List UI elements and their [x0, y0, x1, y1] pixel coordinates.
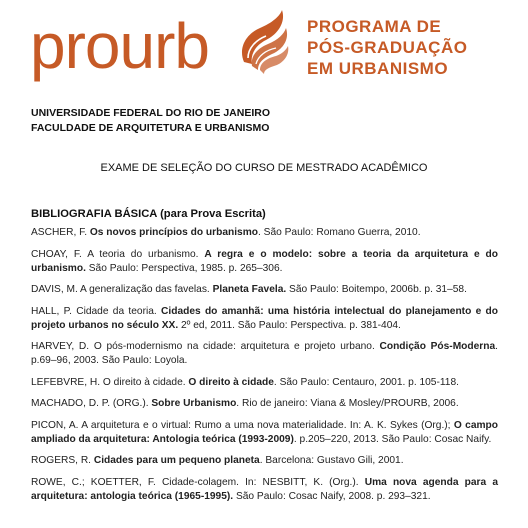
- institution-block: [31, 106, 270, 136]
- program-title: [307, 16, 467, 79]
- program-line-1: PROGRAMA DE: [307, 17, 442, 36]
- reference-item: LEFEBVRE, H. O direito à cidade. O direito à cidade. São Paulo: Centauro, 2001. p. 105-118.: [31, 376, 459, 388]
- prourb-logo-text: prourb: [30, 10, 209, 82]
- header: [0, 0, 528, 100]
- reference-item: CHOAY, F. A teoria do urbanismo. A regra e o modelo: sobre a teoria da arquitetura e do urbanismo. São Paulo: Perspectiva, 1985. p. 265–306.: [31, 248, 498, 274]
- program-line-2: PÓS-GRADUAÇÃO: [307, 38, 468, 57]
- reference-item: HALL, P. Cidade da teoria. Cidades do amanhã: uma história intelectual do planejamento e do projeto urbanos no século XX. 2º ed, 2011. São Paulo: Perspectiva. p. 381-404.: [31, 305, 498, 331]
- university-name: UNIVERSIDADE FEDERAL DO RIO DE JANEIRO: [31, 107, 271, 119]
- exam-title: EXAME DE SELEÇÃO DO CURSO DE MESTRADO ACADÊMICO: [100, 162, 428, 174]
- bibliography-heading: BIBLIOGRAFIA BÁSICA (para Prova Escrita): [31, 208, 266, 220]
- reference-item: ROGERS, R. Cidades para um pequeno planeta. Barcelona: Gustavo Gili, 2001.: [31, 455, 404, 466]
- reference-item: ROWE, C.; KOETTER, F. Cidade-colagem. In: NESBITT, K. (Org.). Uma nova agenda para a arquitetura: antologia teórica (1965-1995). São Paulo: Cosac Naify, 2008. p. 293–321.: [31, 476, 498, 502]
- reference-item: HARVEY, D. O pós-modernismo na cidade: arquitetura e projeto urbano. Condição Pós-Moderna. p.69–96, 2003. São Paulo: Loyola.: [31, 341, 498, 366]
- reference-item: DAVIS, M. A generalização das favelas. Planeta Favela. São Paulo: Boitempo, 2006b. p. 31–58.: [31, 284, 467, 295]
- reference-item: ASCHER, F. Os novos princípios do urbanismo. São Paulo: Romano Guerra, 2010.: [31, 227, 421, 238]
- reference-item: PICON, A. A arquitetura e o virtual: Rumo a uma nova materialidade. In: A. K. Sykes (Org.); O campo ampliado da arquitetura: Antologia teórica (1993-2009). p.205–220, 2013. São Paulo: Cosac Naify.: [31, 419, 498, 445]
- reference-item: MACHADO, D. P. (ORG.). Sobre Urbanismo. Rio de janeiro: Viana & Mosley/PROURB, 2006.: [31, 398, 459, 409]
- flame-swirl-icon: [236, 8, 290, 74]
- bibliography-section: [31, 208, 498, 511]
- faculty-name: FACULDADE DE ARQUITETURA E URBANISMO: [31, 122, 270, 134]
- program-line-3: EM URBANISMO: [307, 59, 449, 78]
